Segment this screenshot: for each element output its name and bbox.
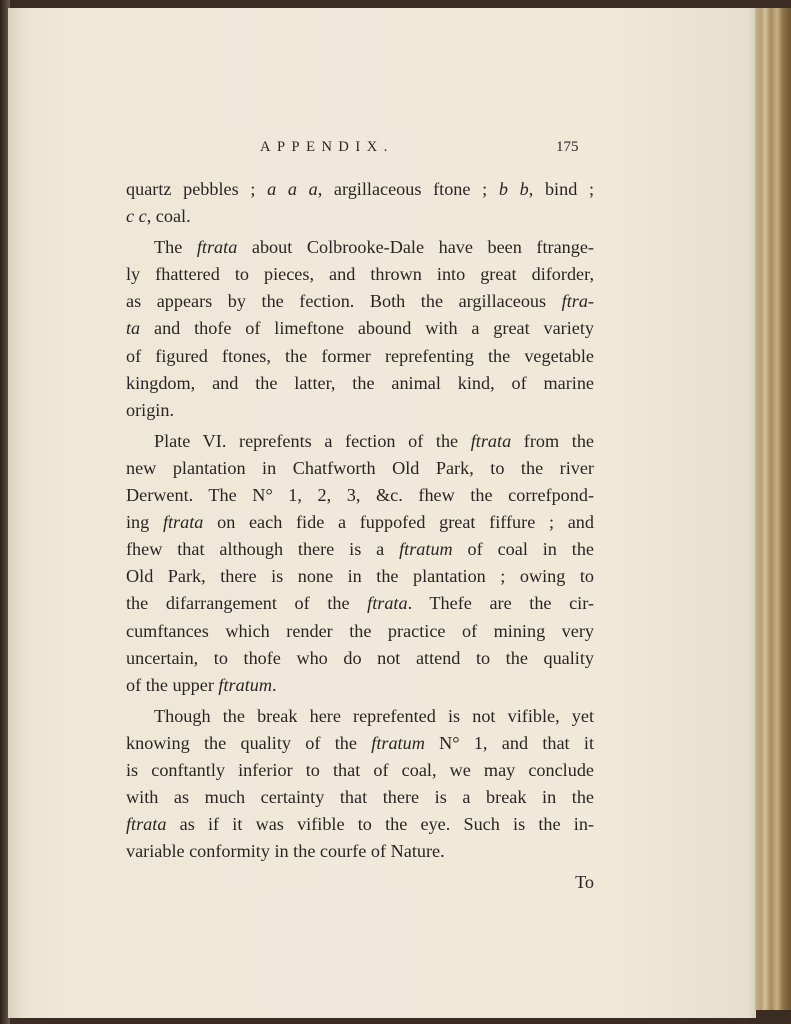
text-line: ly fhattered to pieces, and thrown into great diforder, bbox=[126, 264, 594, 285]
text-line: Plate VI. reprefents a fection of the ftrata from the bbox=[154, 430, 594, 451]
text-line: kingdom, and the latter, the animal kind, of marine bbox=[126, 372, 594, 393]
text-line: ta and thofe of limeftone abound with a great variety bbox=[126, 318, 594, 339]
text-line: variable conformity in the courfe of Nature. bbox=[126, 841, 445, 862]
text-line: origin. bbox=[126, 399, 174, 420]
text-line: the difarrangement of the ftrata. Thefe are the cir- bbox=[126, 593, 594, 614]
text-line: fhew that although there is a ftratum of coal in the bbox=[126, 539, 594, 560]
running-head: APPENDIX. bbox=[260, 139, 394, 155]
text-line: Old Park, there is none in the plantation ; owing to bbox=[126, 566, 594, 587]
catchword: To bbox=[575, 872, 594, 893]
body-text bbox=[126, 176, 594, 896]
text-line: new plantation in Chatfworth Old Park, to the river bbox=[126, 457, 594, 478]
text-line: as appears by the fection. Both the argillaceous ftra- bbox=[126, 291, 594, 312]
page-number: 175 bbox=[556, 139, 579, 155]
text-line: Derwent. The N° 1, 2, 3, &c. fhew the correfpond- bbox=[126, 485, 594, 506]
text-line: uncertain, to thofe who do not attend to the quality bbox=[126, 647, 594, 668]
text-line: cumftances which render the practice of mining very bbox=[126, 620, 594, 641]
page-edges bbox=[755, 8, 791, 1010]
text-line: The ftrata about Colbrooke-Dale have been ftrange- bbox=[154, 237, 594, 258]
text-line: is conftantly inferior to that of coal, we may conclude bbox=[126, 759, 594, 780]
text-line: c c, coal. bbox=[126, 206, 191, 227]
text-line: quartz pebbles ; a a a, argillaceous ftone ; b b, bind ; bbox=[126, 179, 595, 199]
text-line: ftrata as if it was vifible to the eye. Such is the in- bbox=[126, 814, 594, 835]
text-line: ing ftrata on each fide a fuppofed great fiffure ; and bbox=[126, 512, 594, 533]
text-line: Though the break here reprefented is not vifible, yet bbox=[154, 705, 594, 726]
text-line: of the upper ftratum. bbox=[126, 674, 277, 695]
text-line: with as much certainty that there is a break in the bbox=[126, 787, 594, 808]
text-line: knowing the quality of the ftratum N° 1, and that it bbox=[126, 732, 595, 753]
book-page bbox=[8, 8, 756, 1018]
text-line: of figured ftones, the former reprefenting the vegetable bbox=[126, 345, 594, 366]
